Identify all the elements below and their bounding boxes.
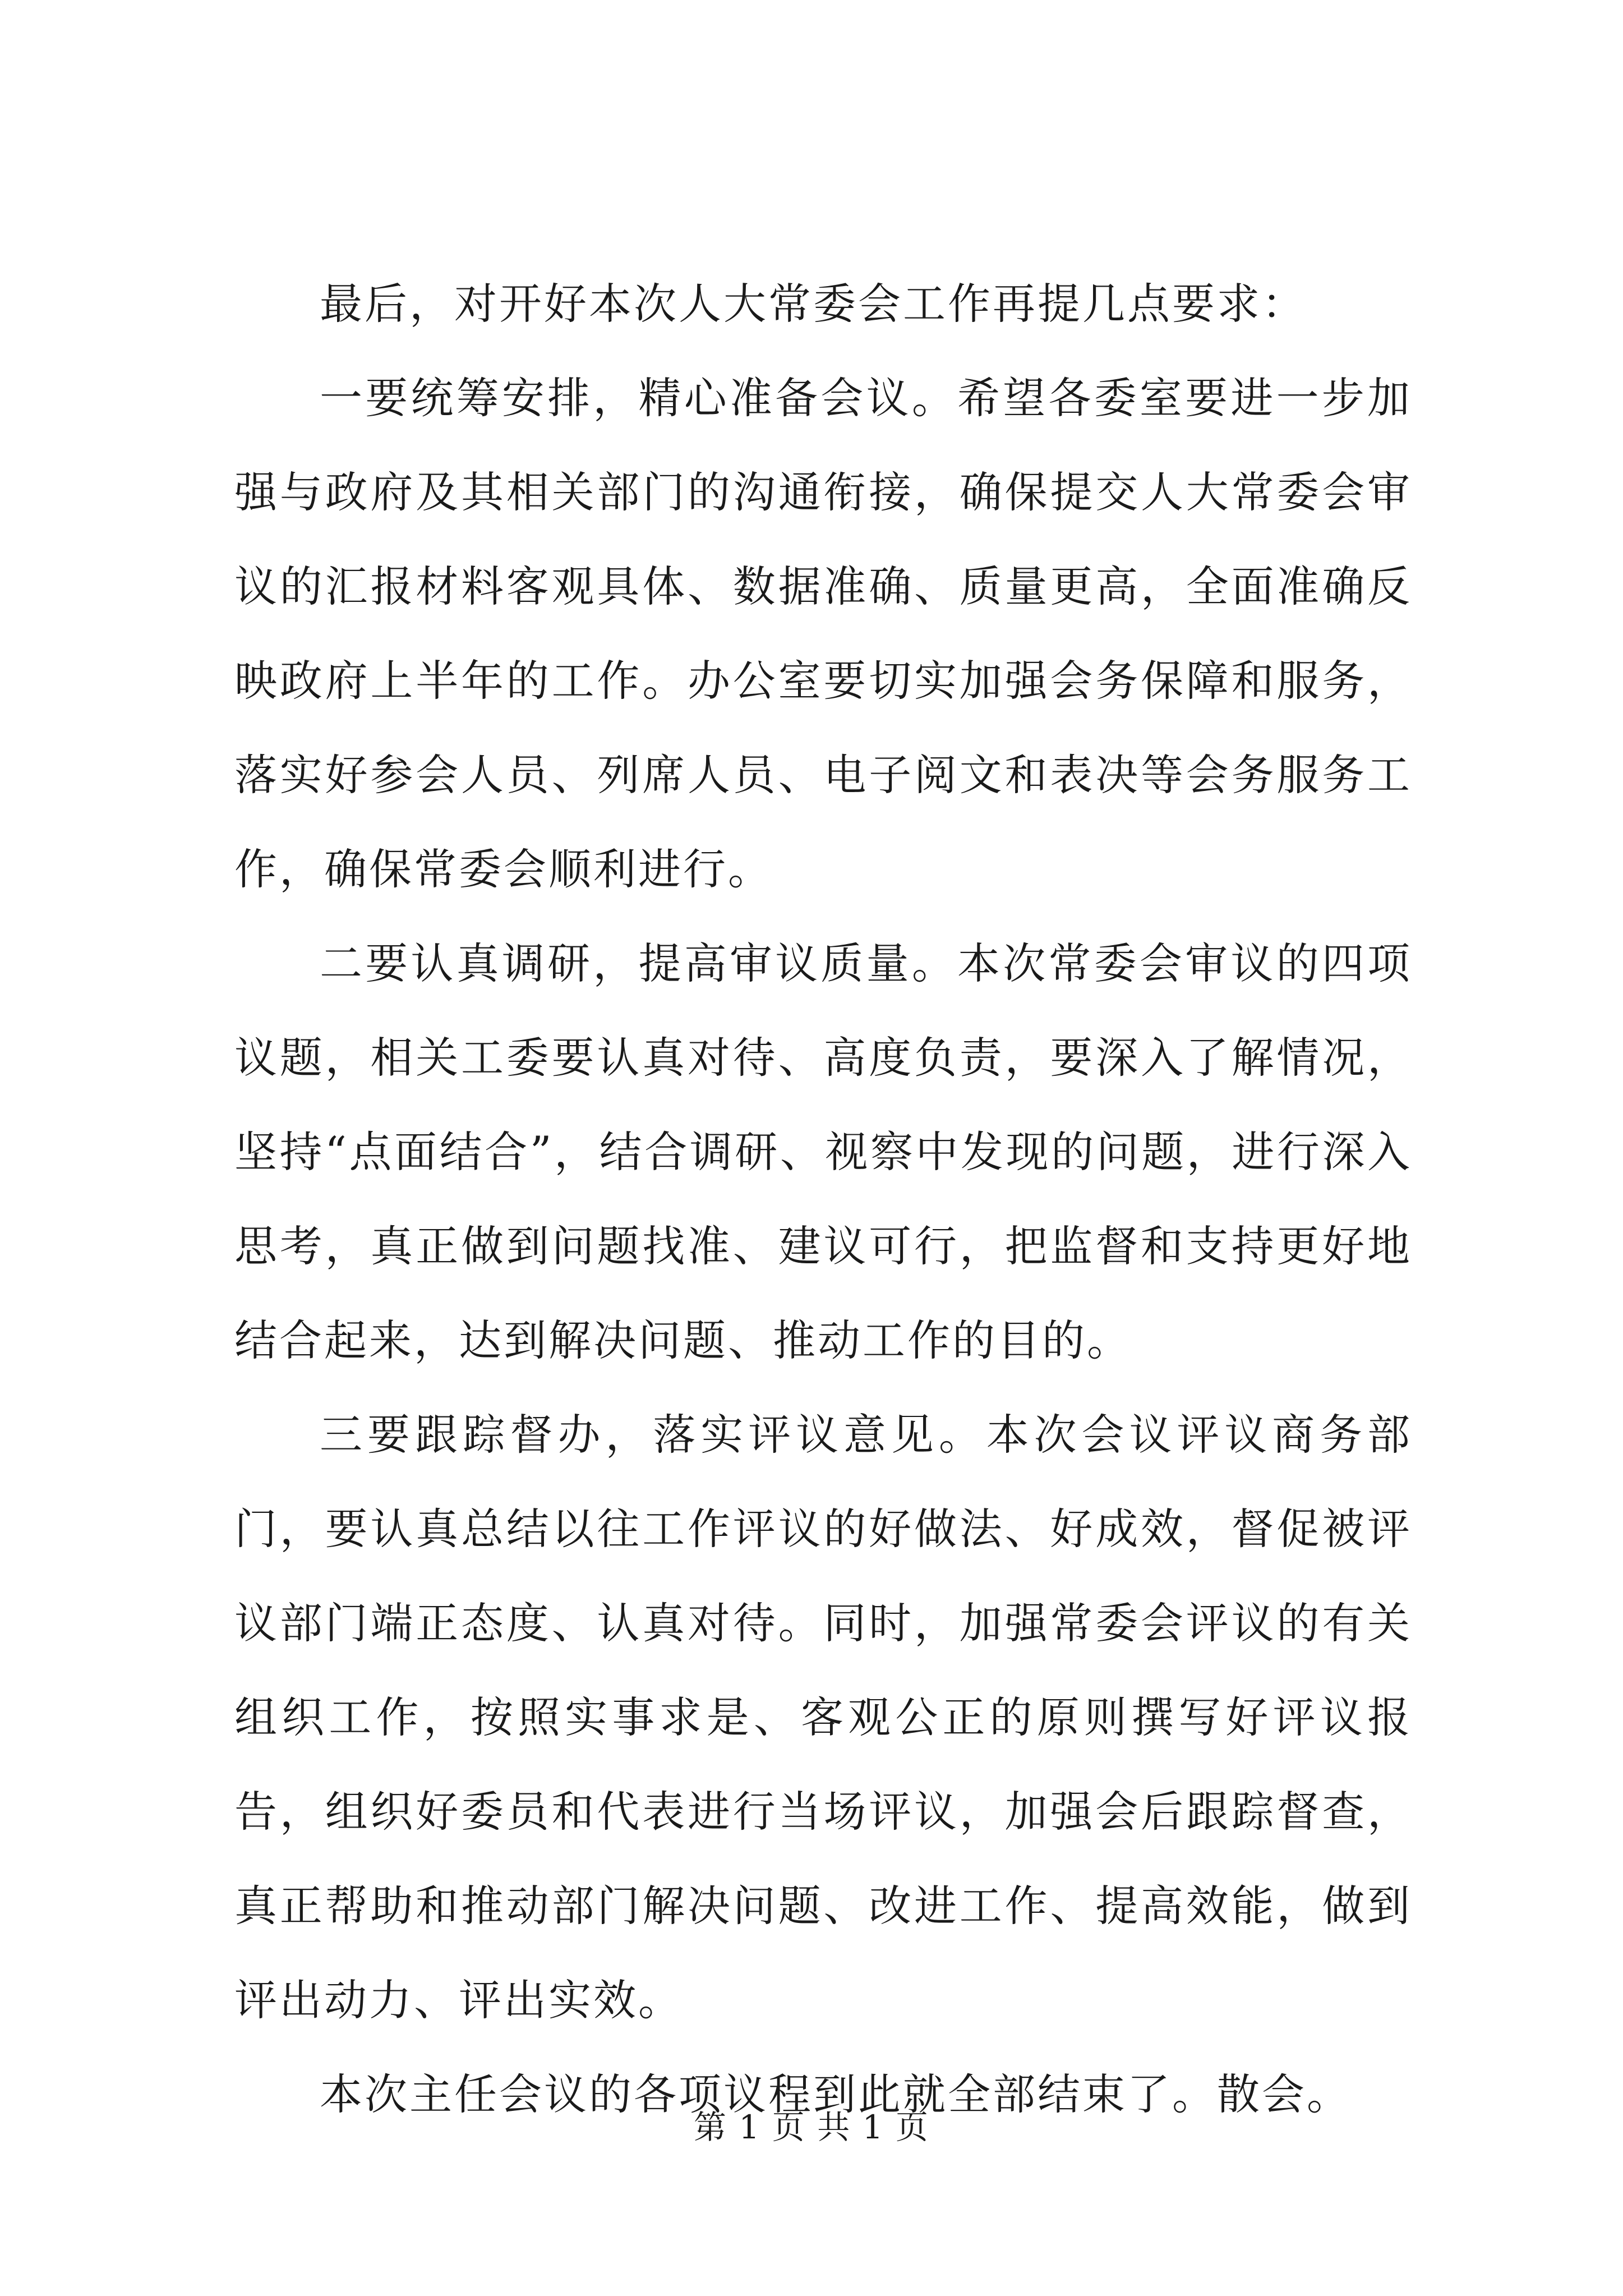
document-body [234,257,1412,2142]
paragraph-requirement-three: 三要跟踪督办，落实评议意见。本次会议评议商务部门，要认真总结以往工作评议的好做法、好成效，督促被评议部门端正态度、认真对待。同时，加强常委会评议的有关组织工作，按照实事求是、客观公正的原则撰写好评议报告，组织好委员和代表进行当场评议，加强会后跟踪督查，真正帮助和推动部门解决问题、改进工作、提高效能，做到评出动力、评出实效。 [234,1410,1412,2025]
paragraph-requirement-one: 一要统筹安排，精心准备会议。希望各委室要进一步加强与政府及其相关部门的沟通衔接，确保提交人大常委会审议的汇报材料客观具体、数据准确、质量更高，全面准确反映政府上半年的工作。办公室要切实加强会务保障和服务，落实好参会人员、列席人员、电子阅文和表决等会务服务工作，确保常委会顺利进行。 [234,373,1412,894]
paragraph-requirement-two: 二要认真调研，提高审议质量。本次常委会审议的四项议题，相关工委要认真对待、高度负责，要深入了解情况，坚持“点面结合”，结合调研、视察中发现的问题，进行深入思考，真正做到问题找准、建议可行，把监督和支持更好地结合起来，达到解决问题、推动工作的目的。 [234,938,1412,1365]
paragraph-closing-intro: 最后，对开好本次人大常委会工作再提几点要求： [320,279,1307,329]
page-footer: 第 1 页 共 1 页 [694,2108,929,2146]
paragraph-adjourn: 本次主任会议的各项议程到此就全部结束了。散会。 [320,2069,1352,2119]
